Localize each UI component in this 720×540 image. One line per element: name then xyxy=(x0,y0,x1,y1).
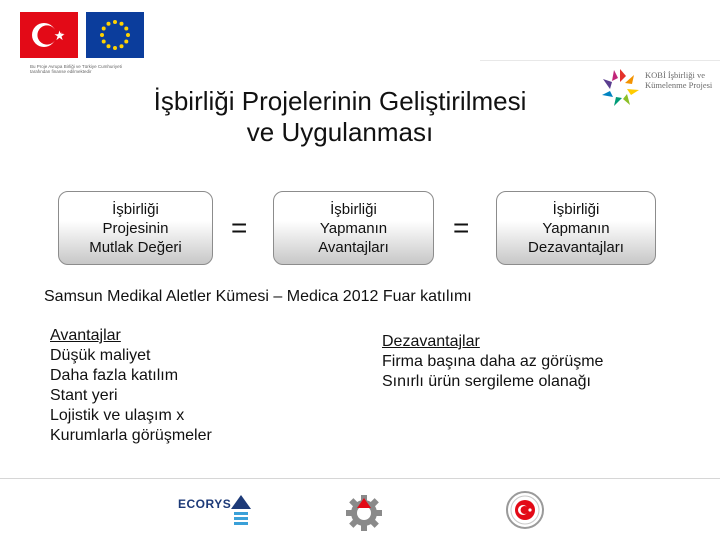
disadvantages-heading: Dezavantajlar xyxy=(382,333,480,350)
funding-caption: Bu Proje Avrupa Birliği ve Türkiye Cumhuriyeti tarafından finanse edilmektedir xyxy=(30,64,122,74)
ecorys-logo-text: ECORYS xyxy=(178,497,232,511)
header-divider xyxy=(480,60,720,61)
list-item: Sınırlı ürün sergileme olanağı xyxy=(382,373,591,390)
box-line: İşbirliği xyxy=(112,200,159,218)
list-item: Daha fazla katılım xyxy=(50,367,179,384)
box-line: Mutlak Değeri xyxy=(89,238,182,256)
ecorys-logo-icon xyxy=(230,494,252,526)
footer-divider xyxy=(0,478,720,479)
ministry-seal-icon xyxy=(505,490,545,530)
list-item: Düşük maliyet xyxy=(50,347,151,364)
equals-sign: = xyxy=(453,212,470,243)
box-line: Avantajları xyxy=(318,238,389,256)
advantages-list xyxy=(50,326,212,446)
box-line: İşbirliği xyxy=(330,200,377,218)
title-line-2: ve Uygulanması xyxy=(246,117,434,147)
equals-sign: = xyxy=(231,212,248,243)
disadvantages-box xyxy=(496,191,656,265)
box-line: Yapmanın xyxy=(319,219,388,237)
disadvantages-list xyxy=(382,332,603,392)
list-item: Stant yeri xyxy=(50,387,118,404)
list-item: Kurumlarla görüşmeler xyxy=(50,427,212,444)
advantages-heading: Avantajlar xyxy=(50,327,121,344)
case-subtitle: Samsun Medikal Aletler Kümesi – Medica 2012 Fuar katılımı xyxy=(44,288,472,305)
kobi-logo-text: KOBİ İşbirliği ve Kümelenme Projesi xyxy=(645,70,713,90)
list-item: Lojistik ve ulaşım x xyxy=(50,407,185,424)
absolute-value-box xyxy=(58,191,213,265)
eu-flag-icon xyxy=(86,12,144,58)
advantages-box xyxy=(273,191,434,265)
slide-title xyxy=(80,86,600,148)
box-line: Dezavantajları xyxy=(528,238,624,256)
box-line: Projesinin xyxy=(102,219,169,237)
kobi-logo-icon xyxy=(598,66,642,110)
gear-logo-icon xyxy=(344,492,384,532)
box-line: Yapmanın xyxy=(542,219,610,237)
box-line: İşbirliği xyxy=(552,200,600,218)
list-item: Firma başına daha az görüşme xyxy=(382,353,604,370)
title-line-1: İşbirliği Projelerinin Geliştirilmesi xyxy=(153,86,527,116)
turkish-flag-icon xyxy=(20,12,78,58)
